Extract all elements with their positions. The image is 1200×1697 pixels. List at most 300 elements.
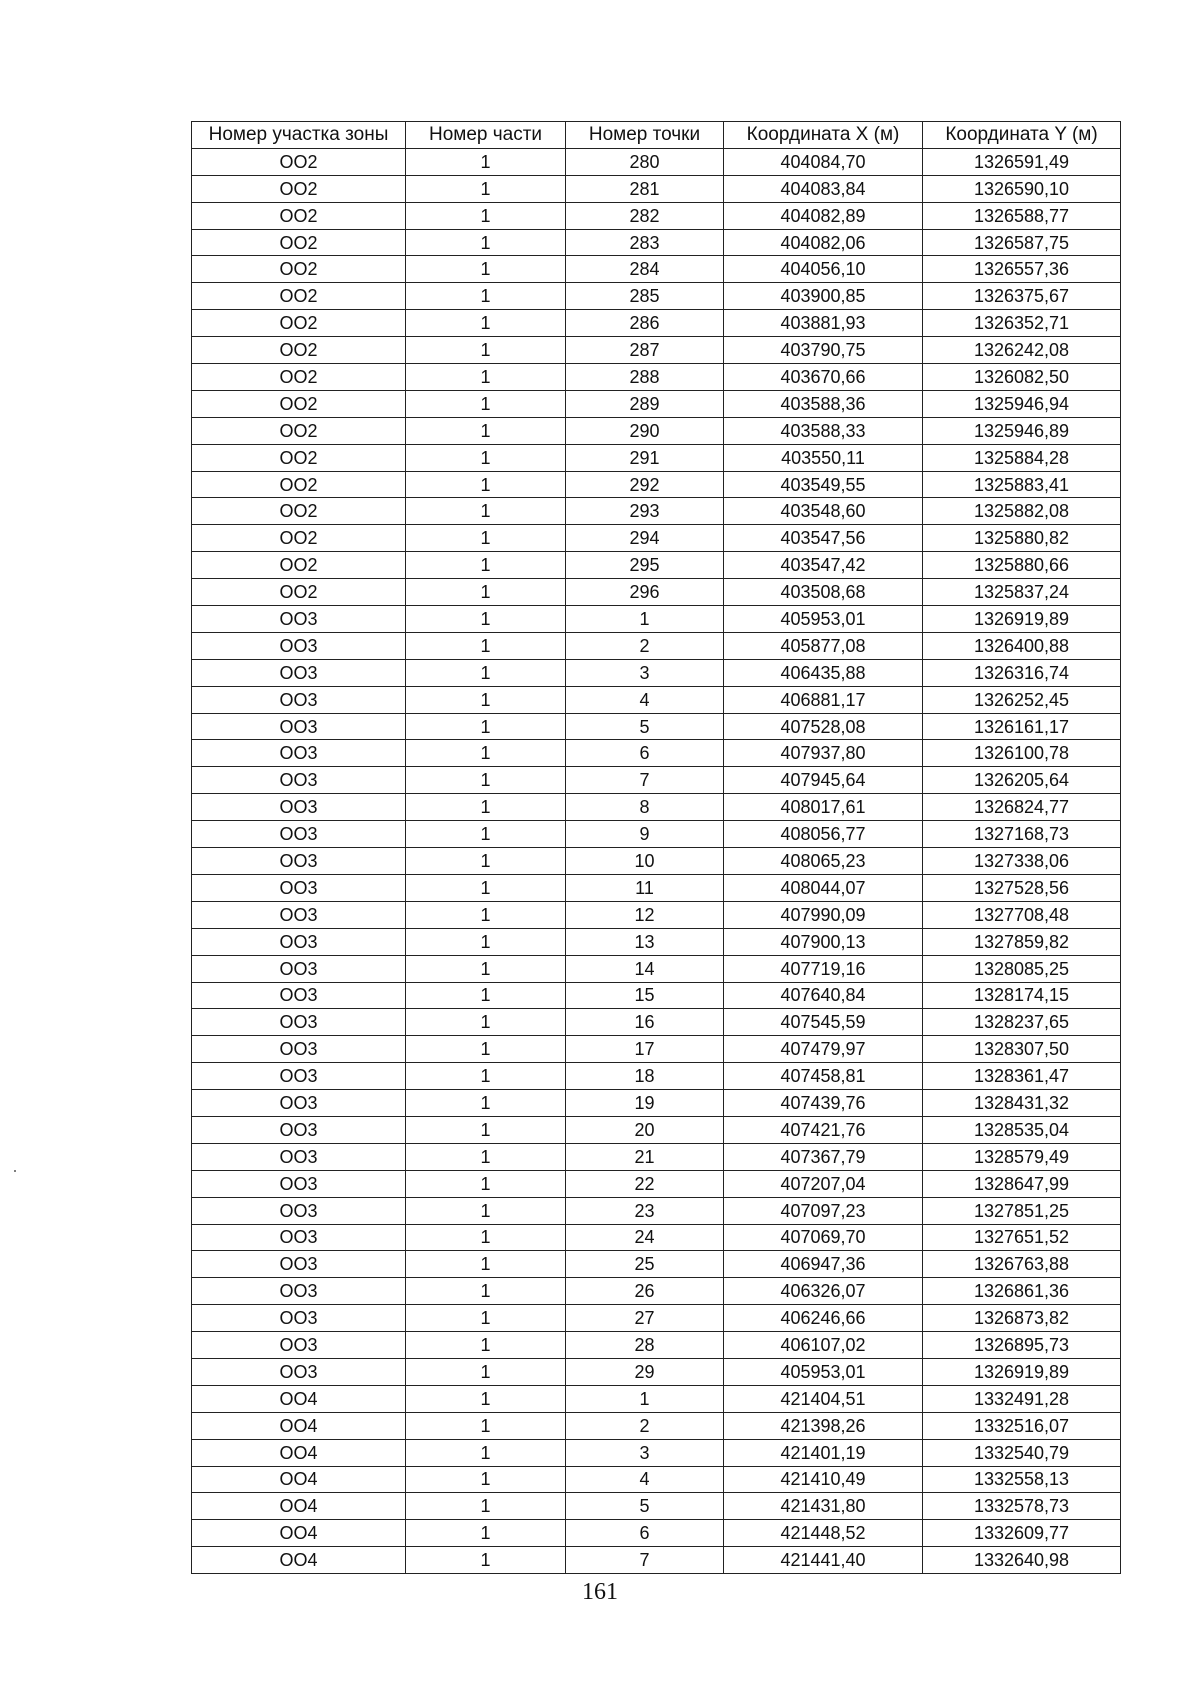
table-row	[192, 1224, 1121, 1251]
cell-coordinate-x: 405877,08	[724, 632, 923, 659]
cell-coordinate-y: 1327168,73	[923, 821, 1121, 848]
cell-coordinate-x: 407945,64	[724, 767, 923, 794]
cell-coordinate-x: 407097,23	[724, 1197, 923, 1224]
cell-zone-section: OO3	[192, 1224, 406, 1251]
cell-coordinate-x: 404056,10	[724, 256, 923, 283]
cell-point-number: 1	[566, 1385, 724, 1412]
table-row	[192, 471, 1121, 498]
cell-coordinate-x: 407528,08	[724, 713, 923, 740]
cell-coordinate-x: 407069,70	[724, 1224, 923, 1251]
cell-coordinate-x: 403790,75	[724, 337, 923, 364]
cell-zone-section: OO4	[192, 1520, 406, 1547]
cell-coordinate-y: 1327708,48	[923, 901, 1121, 928]
table-row	[192, 848, 1121, 875]
table-row	[192, 525, 1121, 552]
cell-part-number: 1	[406, 794, 566, 821]
cell-zone-section: OO3	[192, 1063, 406, 1090]
cell-coordinate-y: 1326588,77	[923, 202, 1121, 229]
cell-part-number: 1	[406, 1305, 566, 1332]
cell-point-number: 281	[566, 175, 724, 202]
cell-point-number: 5	[566, 713, 724, 740]
coordinates-table	[191, 121, 1121, 1574]
cell-point-number: 16	[566, 1009, 724, 1036]
table-row	[192, 1063, 1121, 1090]
cell-coordinate-x: 421410,49	[724, 1466, 923, 1493]
cell-coordinate-x: 404082,06	[724, 229, 923, 256]
header-point-number: Номер точки	[566, 122, 724, 149]
cell-part-number: 1	[406, 1009, 566, 1036]
cell-coordinate-y: 1326375,67	[923, 283, 1121, 310]
cell-coordinate-y: 1326895,73	[923, 1332, 1121, 1359]
cell-zone-section: OO3	[192, 659, 406, 686]
cell-part-number: 1	[406, 874, 566, 901]
cell-coordinate-y: 1332491,28	[923, 1385, 1121, 1412]
cell-part-number: 1	[406, 1520, 566, 1547]
table-row	[192, 310, 1121, 337]
cell-part-number: 1	[406, 767, 566, 794]
cell-part-number: 1	[406, 1493, 566, 1520]
cell-coordinate-x: 407640,84	[724, 982, 923, 1009]
table-row	[192, 148, 1121, 175]
cell-coordinate-x: 407421,76	[724, 1116, 923, 1143]
cell-point-number: 18	[566, 1063, 724, 1090]
cell-coordinate-x: 405953,01	[724, 606, 923, 633]
cell-point-number: 9	[566, 821, 724, 848]
cell-coordinate-x: 408056,77	[724, 821, 923, 848]
table-row	[192, 256, 1121, 283]
cell-point-number: 292	[566, 471, 724, 498]
cell-part-number: 1	[406, 579, 566, 606]
cell-zone-section: OO2	[192, 148, 406, 175]
cell-part-number: 1	[406, 928, 566, 955]
cell-coordinate-y: 1326763,88	[923, 1251, 1121, 1278]
cell-coordinate-y: 1332640,98	[923, 1547, 1121, 1574]
cell-zone-section: OO4	[192, 1385, 406, 1412]
cell-coordinate-y: 1325880,66	[923, 552, 1121, 579]
cell-coordinate-x: 408044,07	[724, 874, 923, 901]
header-coordinate-x: Координата X (м)	[724, 122, 923, 149]
cell-coordinate-y: 1325837,24	[923, 579, 1121, 606]
cell-point-number: 28	[566, 1332, 724, 1359]
cell-part-number: 1	[406, 337, 566, 364]
cell-point-number: 282	[566, 202, 724, 229]
cell-point-number: 287	[566, 337, 724, 364]
cell-part-number: 1	[406, 686, 566, 713]
cell-part-number: 1	[406, 659, 566, 686]
cell-coordinate-y: 1326316,74	[923, 659, 1121, 686]
table-row	[192, 1332, 1121, 1359]
cell-zone-section: OO4	[192, 1466, 406, 1493]
cell-coordinate-x: 407479,97	[724, 1036, 923, 1063]
cell-zone-section: OO3	[192, 874, 406, 901]
scan-speck	[14, 1170, 16, 1172]
cell-point-number: 22	[566, 1170, 724, 1197]
cell-coordinate-y: 1326205,64	[923, 767, 1121, 794]
cell-coordinate-x: 407207,04	[724, 1170, 923, 1197]
table-row	[192, 713, 1121, 740]
table-row	[192, 390, 1121, 417]
cell-zone-section: OO3	[192, 1170, 406, 1197]
cell-point-number: 8	[566, 794, 724, 821]
table-row	[192, 1547, 1121, 1574]
table-row	[192, 686, 1121, 713]
cell-zone-section: OO3	[192, 901, 406, 928]
cell-part-number: 1	[406, 552, 566, 579]
cell-coordinate-x: 407545,59	[724, 1009, 923, 1036]
table-row	[192, 901, 1121, 928]
cell-zone-section: OO3	[192, 1251, 406, 1278]
cell-part-number: 1	[406, 713, 566, 740]
cell-part-number: 1	[406, 1466, 566, 1493]
cell-part-number: 1	[406, 632, 566, 659]
cell-coordinate-y: 1327859,82	[923, 928, 1121, 955]
cell-zone-section: OO2	[192, 229, 406, 256]
cell-coordinate-y: 1328431,32	[923, 1090, 1121, 1117]
cell-part-number: 1	[406, 1224, 566, 1251]
cell-part-number: 1	[406, 1358, 566, 1385]
cell-part-number: 1	[406, 202, 566, 229]
table-row	[192, 1036, 1121, 1063]
cell-point-number: 280	[566, 148, 724, 175]
cell-part-number: 1	[406, 606, 566, 633]
cell-point-number: 290	[566, 417, 724, 444]
cell-zone-section: OO3	[192, 1358, 406, 1385]
cell-coordinate-x: 406246,66	[724, 1305, 923, 1332]
cell-coordinate-y: 1327851,25	[923, 1197, 1121, 1224]
cell-coordinate-y: 1328307,50	[923, 1036, 1121, 1063]
cell-coordinate-y: 1326873,82	[923, 1305, 1121, 1332]
cell-zone-section: OO3	[192, 1090, 406, 1117]
cell-zone-section: OO2	[192, 525, 406, 552]
table-row	[192, 1412, 1121, 1439]
cell-zone-section: OO2	[192, 390, 406, 417]
cell-point-number: 286	[566, 310, 724, 337]
cell-coordinate-y: 1326557,36	[923, 256, 1121, 283]
cell-coordinate-x: 421441,40	[724, 1547, 923, 1574]
cell-zone-section: OO3	[192, 1278, 406, 1305]
cell-coordinate-x: 403900,85	[724, 283, 923, 310]
cell-part-number: 1	[406, 821, 566, 848]
cell-point-number: 12	[566, 901, 724, 928]
cell-point-number: 19	[566, 1090, 724, 1117]
cell-point-number: 26	[566, 1278, 724, 1305]
cell-zone-section: OO4	[192, 1547, 406, 1574]
cell-zone-section: OO3	[192, 821, 406, 848]
cell-part-number: 1	[406, 390, 566, 417]
table-row	[192, 498, 1121, 525]
cell-coordinate-y: 1332540,79	[923, 1439, 1121, 1466]
cell-point-number: 7	[566, 1547, 724, 1574]
cell-coordinate-x: 403549,55	[724, 471, 923, 498]
cell-part-number: 1	[406, 1143, 566, 1170]
cell-coordinate-x: 408017,61	[724, 794, 923, 821]
cell-zone-section: OO3	[192, 1332, 406, 1359]
cell-point-number: 285	[566, 283, 724, 310]
cell-coordinate-y: 1326082,50	[923, 364, 1121, 391]
table-row	[192, 579, 1121, 606]
cell-zone-section: OO2	[192, 471, 406, 498]
cell-zone-section: OO3	[192, 686, 406, 713]
cell-zone-section: OO3	[192, 1009, 406, 1036]
cell-coordinate-y: 1328174,15	[923, 982, 1121, 1009]
cell-zone-section: OO2	[192, 337, 406, 364]
cell-point-number: 3	[566, 1439, 724, 1466]
cell-zone-section: OO2	[192, 310, 406, 337]
cell-point-number: 6	[566, 1520, 724, 1547]
cell-point-number: 10	[566, 848, 724, 875]
cell-coordinate-y: 1325880,82	[923, 525, 1121, 552]
cell-part-number: 1	[406, 1332, 566, 1359]
cell-coordinate-x: 403588,36	[724, 390, 923, 417]
header-row	[192, 122, 1121, 149]
cell-point-number: 296	[566, 579, 724, 606]
cell-point-number: 2	[566, 1412, 724, 1439]
cell-point-number: 294	[566, 525, 724, 552]
cell-zone-section: OO3	[192, 1143, 406, 1170]
cell-coordinate-x: 403547,56	[724, 525, 923, 552]
cell-coordinate-x: 407937,80	[724, 740, 923, 767]
cell-zone-section: OO3	[192, 928, 406, 955]
cell-zone-section: OO4	[192, 1439, 406, 1466]
cell-part-number: 1	[406, 1090, 566, 1117]
cell-coordinate-x: 407990,09	[724, 901, 923, 928]
table-row	[192, 202, 1121, 229]
cell-part-number: 1	[406, 417, 566, 444]
cell-part-number: 1	[406, 471, 566, 498]
cell-coordinate-x: 421401,19	[724, 1439, 923, 1466]
table-row	[192, 1170, 1121, 1197]
table-row	[192, 283, 1121, 310]
cell-part-number: 1	[406, 364, 566, 391]
cell-coordinate-y: 1327528,56	[923, 874, 1121, 901]
cell-point-number: 293	[566, 498, 724, 525]
cell-point-number: 1	[566, 606, 724, 633]
table-row	[192, 632, 1121, 659]
cell-coordinate-y: 1328237,65	[923, 1009, 1121, 1036]
cell-part-number: 1	[406, 229, 566, 256]
cell-coordinate-y: 1326824,77	[923, 794, 1121, 821]
cell-coordinate-y: 1332609,77	[923, 1520, 1121, 1547]
cell-coordinate-y: 1326861,36	[923, 1278, 1121, 1305]
cell-point-number: 15	[566, 982, 724, 1009]
cell-zone-section: OO4	[192, 1493, 406, 1520]
table-row	[192, 175, 1121, 202]
cell-coordinate-x: 403550,11	[724, 444, 923, 471]
cell-point-number: 27	[566, 1305, 724, 1332]
cell-zone-section: OO2	[192, 175, 406, 202]
cell-part-number: 1	[406, 1036, 566, 1063]
cell-zone-section: OO3	[192, 1197, 406, 1224]
cell-zone-section: OO3	[192, 1036, 406, 1063]
cell-part-number: 1	[406, 148, 566, 175]
cell-coordinate-y: 1325946,94	[923, 390, 1121, 417]
cell-coordinate-y: 1326587,75	[923, 229, 1121, 256]
cell-coordinate-x: 404082,89	[724, 202, 923, 229]
table-row	[192, 1251, 1121, 1278]
table-row	[192, 982, 1121, 1009]
cell-coordinate-y: 1328361,47	[923, 1063, 1121, 1090]
cell-point-number: 14	[566, 955, 724, 982]
cell-point-number: 3	[566, 659, 724, 686]
table-row	[192, 444, 1121, 471]
cell-coordinate-y: 1328579,49	[923, 1143, 1121, 1170]
table-row	[192, 1493, 1121, 1520]
cell-zone-section: OO3	[192, 1116, 406, 1143]
cell-point-number: 289	[566, 390, 724, 417]
cell-part-number: 1	[406, 444, 566, 471]
cell-part-number: 1	[406, 525, 566, 552]
cell-part-number: 1	[406, 1063, 566, 1090]
header-coordinate-y: Координата Y (м)	[923, 122, 1121, 149]
table-header	[192, 122, 1121, 149]
cell-part-number: 1	[406, 1412, 566, 1439]
cell-zone-section: OO4	[192, 1412, 406, 1439]
cell-coordinate-x: 403508,68	[724, 579, 923, 606]
cell-zone-section: OO3	[192, 794, 406, 821]
cell-point-number: 295	[566, 552, 724, 579]
cell-zone-section: OO3	[192, 848, 406, 875]
table-row	[192, 1278, 1121, 1305]
table-row	[192, 1197, 1121, 1224]
cell-part-number: 1	[406, 982, 566, 1009]
cell-part-number: 1	[406, 740, 566, 767]
cell-part-number: 1	[406, 1547, 566, 1574]
cell-coordinate-y: 1325883,41	[923, 471, 1121, 498]
cell-zone-section: OO3	[192, 606, 406, 633]
cell-coordinate-x: 407719,16	[724, 955, 923, 982]
cell-zone-section: OO2	[192, 579, 406, 606]
cell-point-number: 5	[566, 1493, 724, 1520]
table-row	[192, 552, 1121, 579]
cell-part-number: 1	[406, 283, 566, 310]
table-row	[192, 1090, 1121, 1117]
cell-point-number: 23	[566, 1197, 724, 1224]
cell-coordinate-y: 1326590,10	[923, 175, 1121, 202]
cell-coordinate-y: 1328085,25	[923, 955, 1121, 982]
cell-coordinate-y: 1326252,45	[923, 686, 1121, 713]
page-number: 161	[582, 1579, 618, 1605]
cell-point-number: 2	[566, 632, 724, 659]
cell-coordinate-x: 403547,42	[724, 552, 923, 579]
header-part-number: Номер части	[406, 122, 566, 149]
cell-point-number: 11	[566, 874, 724, 901]
cell-coordinate-x: 406435,88	[724, 659, 923, 686]
cell-point-number: 20	[566, 1116, 724, 1143]
cell-point-number: 29	[566, 1358, 724, 1385]
table-row	[192, 821, 1121, 848]
cell-zone-section: OO3	[192, 767, 406, 794]
cell-coordinate-x: 406947,36	[724, 1251, 923, 1278]
table-row	[192, 337, 1121, 364]
cell-coordinate-y: 1326242,08	[923, 337, 1121, 364]
cell-coordinate-y: 1325946,89	[923, 417, 1121, 444]
cell-coordinate-x: 403670,66	[724, 364, 923, 391]
cell-zone-section: OO2	[192, 552, 406, 579]
cell-zone-section: OO3	[192, 982, 406, 1009]
cell-zone-section: OO3	[192, 740, 406, 767]
cell-coordinate-y: 1325884,28	[923, 444, 1121, 471]
cell-point-number: 21	[566, 1143, 724, 1170]
cell-part-number: 1	[406, 1197, 566, 1224]
cell-coordinate-y: 1326161,17	[923, 713, 1121, 740]
cell-point-number: 13	[566, 928, 724, 955]
cell-point-number: 4	[566, 686, 724, 713]
table-body	[192, 148, 1121, 1573]
cell-coordinate-x: 404084,70	[724, 148, 923, 175]
cell-coordinate-x: 421448,52	[724, 1520, 923, 1547]
cell-part-number: 1	[406, 175, 566, 202]
table-row	[192, 767, 1121, 794]
table-row	[192, 364, 1121, 391]
cell-coordinate-y: 1327338,06	[923, 848, 1121, 875]
table-row	[192, 1439, 1121, 1466]
header-zone-section: Номер участка зоны	[192, 122, 406, 149]
cell-coordinate-y: 1328647,99	[923, 1170, 1121, 1197]
cell-coordinate-x: 421404,51	[724, 1385, 923, 1412]
cell-zone-section: OO3	[192, 955, 406, 982]
table-row	[192, 1358, 1121, 1385]
cell-coordinate-x: 403881,93	[724, 310, 923, 337]
table-row	[192, 1143, 1121, 1170]
cell-part-number: 1	[406, 901, 566, 928]
cell-coordinate-x: 421431,80	[724, 1493, 923, 1520]
cell-part-number: 1	[406, 1116, 566, 1143]
cell-point-number: 291	[566, 444, 724, 471]
table-row	[192, 659, 1121, 686]
cell-coordinate-x: 404083,84	[724, 175, 923, 202]
cell-coordinate-y: 1327651,52	[923, 1224, 1121, 1251]
cell-coordinate-x: 407439,76	[724, 1090, 923, 1117]
cell-coordinate-x: 408065,23	[724, 848, 923, 875]
cell-coordinate-y: 1326352,71	[923, 310, 1121, 337]
cell-coordinate-x: 407900,13	[724, 928, 923, 955]
cell-part-number: 1	[406, 1278, 566, 1305]
table-row	[192, 1520, 1121, 1547]
cell-point-number: 6	[566, 740, 724, 767]
cell-part-number: 1	[406, 1170, 566, 1197]
cell-coordinate-y: 1326919,89	[923, 1358, 1121, 1385]
cell-part-number: 1	[406, 1251, 566, 1278]
cell-part-number: 1	[406, 310, 566, 337]
cell-part-number: 1	[406, 256, 566, 283]
table-row	[192, 1385, 1121, 1412]
table-row	[192, 606, 1121, 633]
cell-zone-section: OO2	[192, 498, 406, 525]
cell-coordinate-y: 1326100,78	[923, 740, 1121, 767]
table-row	[192, 417, 1121, 444]
table-row	[192, 1009, 1121, 1036]
cell-point-number: 24	[566, 1224, 724, 1251]
cell-point-number: 17	[566, 1036, 724, 1063]
cell-part-number: 1	[406, 955, 566, 982]
cell-zone-section: OO3	[192, 713, 406, 740]
cell-coordinate-x: 406107,02	[724, 1332, 923, 1359]
cell-zone-section: OO2	[192, 256, 406, 283]
cell-coordinate-y: 1326400,88	[923, 632, 1121, 659]
cell-zone-section: OO2	[192, 444, 406, 471]
cell-point-number: 25	[566, 1251, 724, 1278]
cell-point-number: 284	[566, 256, 724, 283]
table-row	[192, 794, 1121, 821]
cell-coordinate-y: 1332558,13	[923, 1466, 1121, 1493]
cell-coordinate-y: 1326919,89	[923, 606, 1121, 633]
cell-coordinate-x: 406881,17	[724, 686, 923, 713]
table-row	[192, 1466, 1121, 1493]
cell-zone-section: OO2	[192, 283, 406, 310]
cell-coordinate-y: 1332516,07	[923, 1412, 1121, 1439]
cell-coordinate-x: 406326,07	[724, 1278, 923, 1305]
cell-part-number: 1	[406, 1439, 566, 1466]
